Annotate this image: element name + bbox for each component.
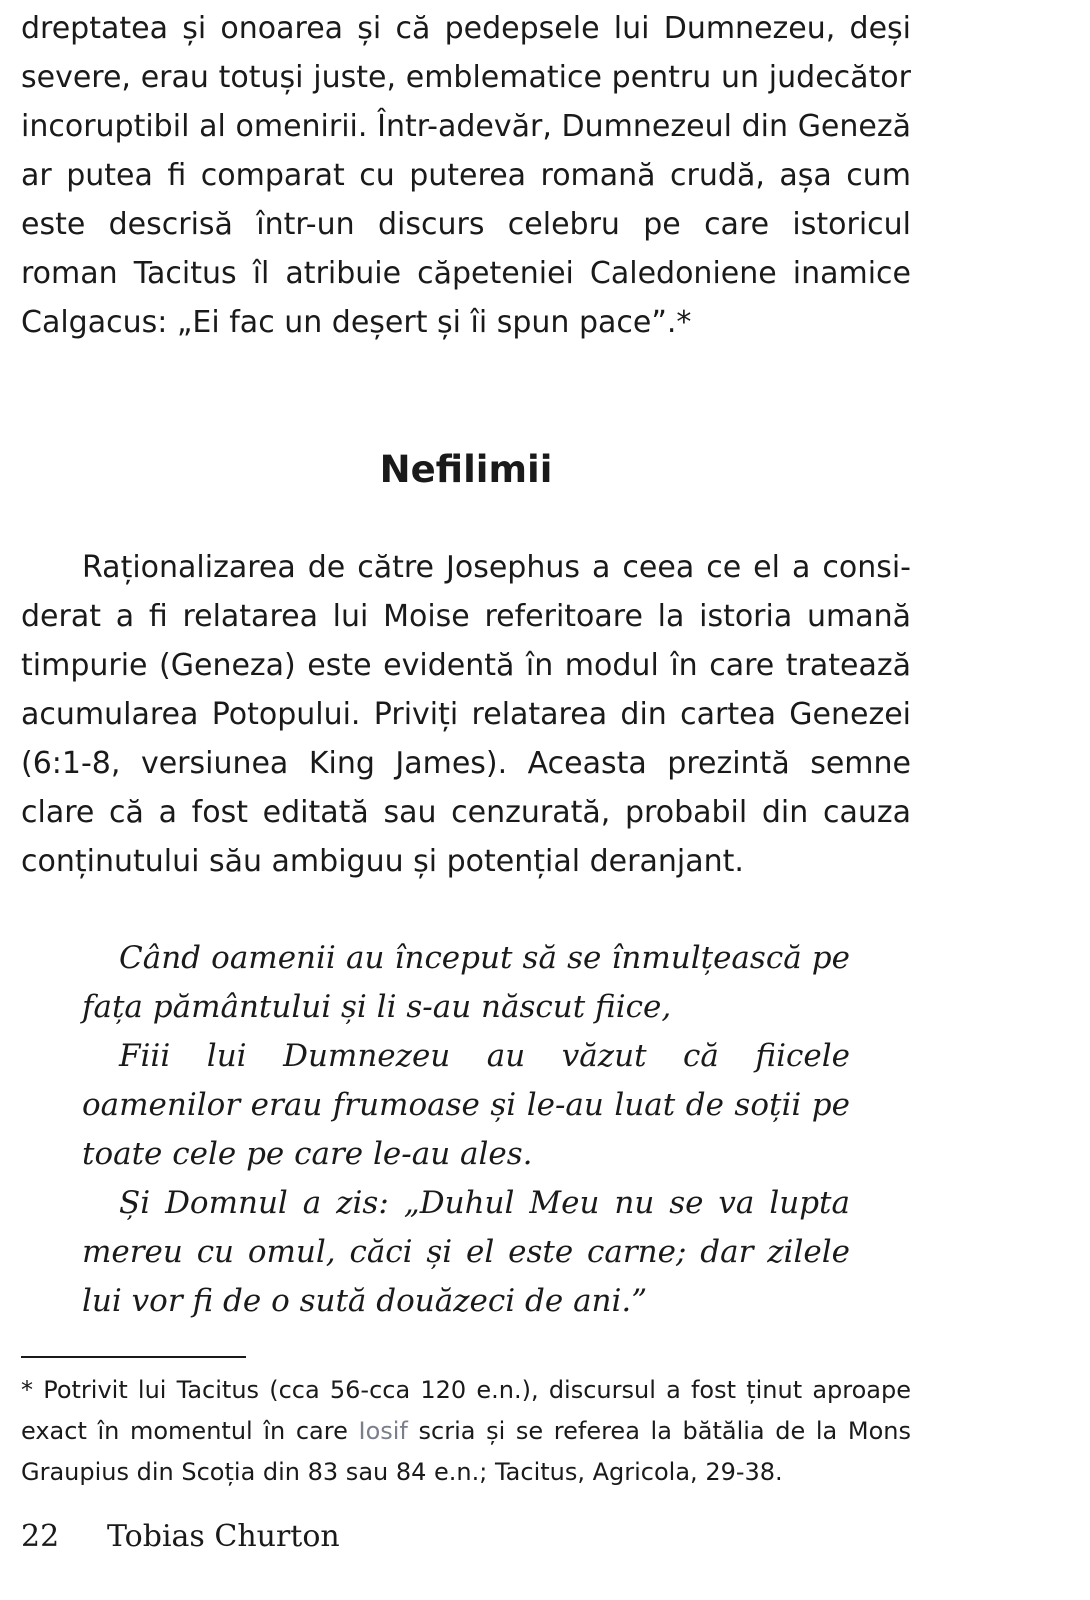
quote-verse-1: Când oamenii au început să se înmulțească pe fața pământului și li s-au născut fiice, — [82, 940, 850, 1025]
footnote-link-iosif[interactable]: Iosif — [358, 1417, 408, 1445]
running-author: Tobias Churton — [107, 1519, 340, 1554]
page-footer — [21, 1512, 340, 1562]
scripture-quote — [82, 934, 850, 1326]
page-number: 22 — [21, 1519, 60, 1554]
footnote-text-end: scria și se referea la bătălia de la Mons Graupius din Scoția din 83 sau 84 e.n.; Tacitus, Agricola, 29-38. — [21, 1417, 911, 1486]
paragraph-continued: dreptatea și onoarea și că pedepsele lui Dumnezeu, deși severe, erau totuși juste, emblematice pentru un judecător incoruptibil al omenirii. Într-adevăr, Dumnezeul din Geneză ar putea fi comparat cu puterea romană crudă, așa cum este descrisă într-un discurs celebru pe care istoricul roman Tacitus îl atribuie căpeteniei Caledoniene inamice Calgacus: „Ei fac un deșert și îi spun pace”.* — [21, 11, 911, 340]
footnote-text-start: * Potrivit lui Tacitus (cca 56-cca 120 e.n.), discursul a fost ținut aproape exact în momentul în care — [21, 1376, 911, 1445]
quote-verse-3: Și Domnul a zis: „Duhul Meu nu se va lupta mereu cu omul, căci și el este carne; dar zilele lui vor fi de o sută douăzeci de ani.” — [82, 1185, 850, 1319]
section-heading: Nefilimii — [379, 448, 553, 491]
quote-verse-2: Fiii lui Dumnezeu au văzut că fiicele oamenilor erau frumoase și le-au luat de soții pe toate cele pe care le-au ales. — [82, 1038, 850, 1172]
paragraph-josephus: Raționalizarea de către Josephus a ceea ce el a considerat a fi relatarea lui Moise referitoare la istoria umană timpurie (Geneza) este evidentă în modul în care tratează acumularea Potopului. Priviți relatarea din cartea Genezei (6:1-8, versiunea King James). Aceasta prezintă semne clare că a fost editată sau cenzurată, probabil din cauza conținutului său ambiguu și potențial deranjant. — [21, 550, 911, 879]
footnote — [21, 1370, 911, 1493]
footnote-divider — [21, 1356, 246, 1358]
